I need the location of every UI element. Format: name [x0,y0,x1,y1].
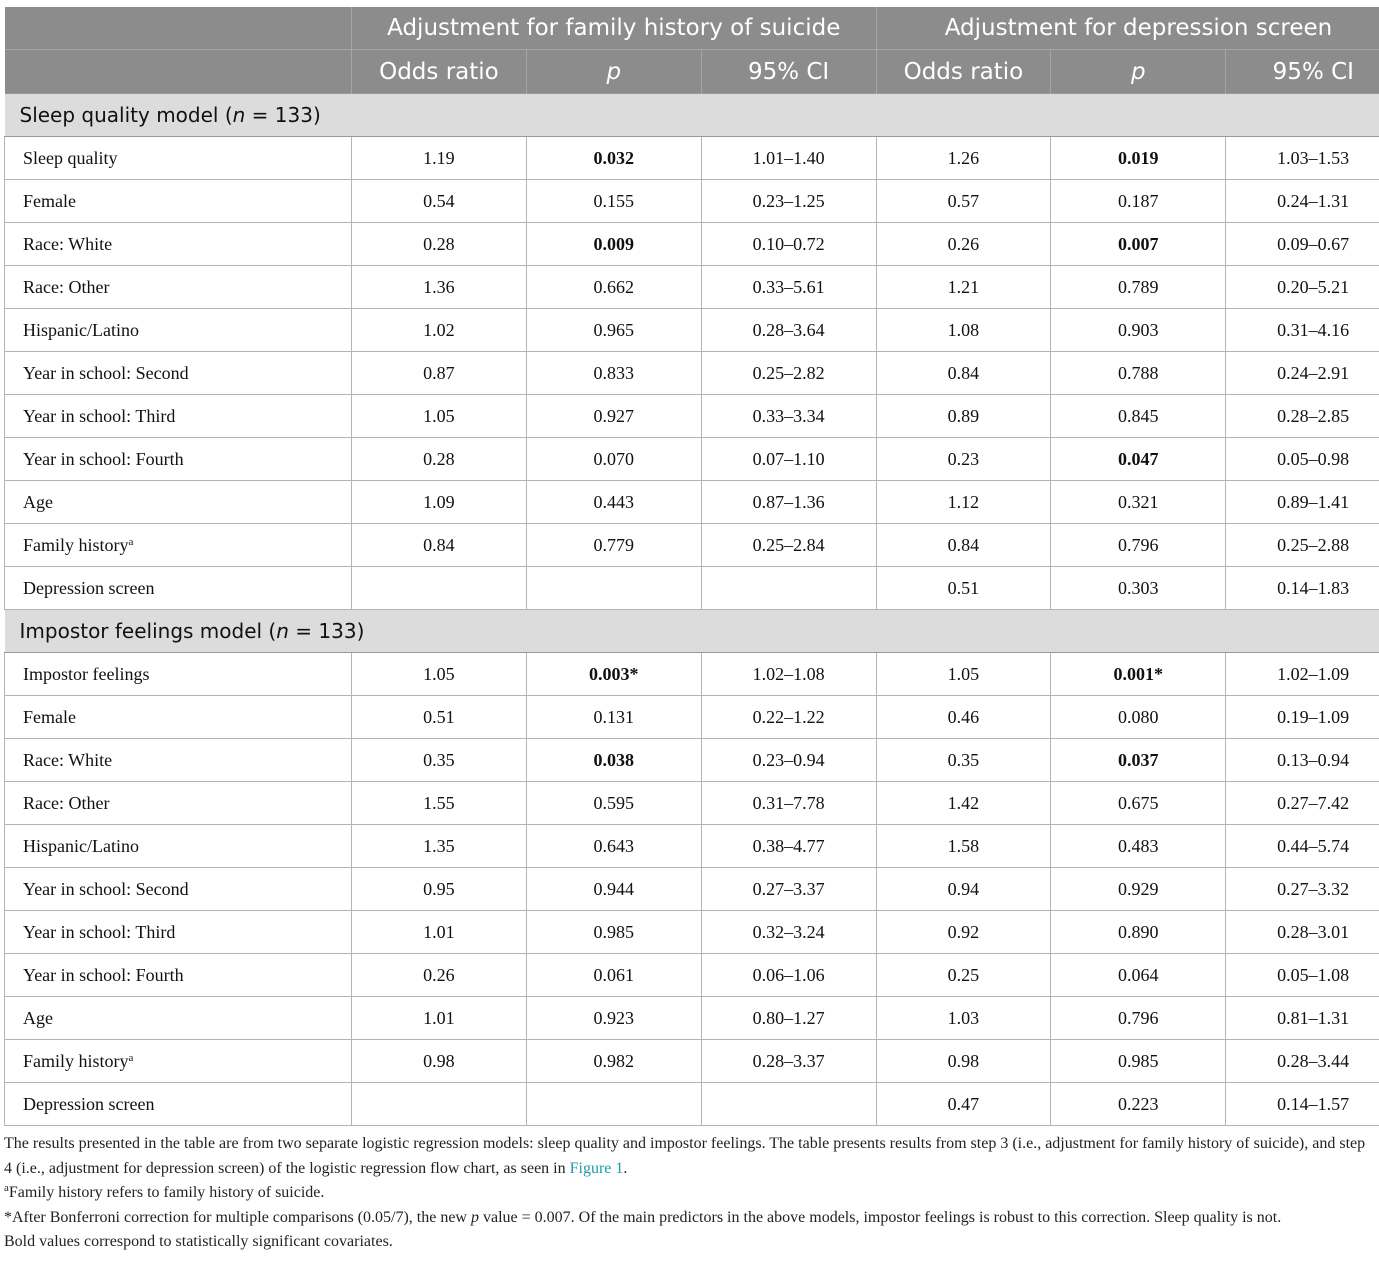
cell-p-value: 0.796 [1051,997,1226,1040]
cell-p-value: 0.675 [1051,782,1226,825]
section-title: Impostor feelings model (n = 133) [5,610,1379,653]
cell-ci: 0.31–7.78 [701,782,876,825]
cell-ci: 0.24–1.31 [1226,180,1379,223]
cell-ci: 0.19–1.09 [1226,696,1379,739]
cell-ci [701,567,876,610]
row-label: Year in school: Second [5,352,352,395]
cell-p-value: 0.064 [1051,954,1226,997]
header-col-ci: 95% CI [1226,50,1379,94]
cell-ci: 0.33–5.61 [701,266,876,309]
row-label: Race: Other [5,266,352,309]
table-row [5,1083,1379,1126]
cell-p-value: 0.789 [1051,266,1226,309]
cell-p-value: 0.662 [526,266,701,309]
cell-odds-ratio: 1.26 [876,137,1051,180]
header-col-ci: 95% CI [701,50,876,94]
footnote-main: The results presented in the table are from two separate logistic regression models: sleep quality and impostor feelings. The table presents results from step 3 (i.e., adjustment for family history of suicide), and step 4 (i.e., adjustment for depression screen) of the logistic regression flow chart, as seen in Figure 1. [4,1135,1366,1177]
cell-p-value: 0.001* [1051,653,1226,696]
cell-p-value [526,567,701,610]
footnote-star: *After Bonferroni correction for multiple comparisons (0.05/7), the new p value = 0.007. Of the main predictors in the above models, impostor feelings is robust to this correction. Sleep quality is not. [4,1208,1282,1226]
row-label: Age [5,997,352,1040]
cell-ci: 0.24–2.91 [1226,352,1379,395]
table-row [5,739,1379,782]
cell-odds-ratio: 1.36 [352,266,527,309]
cell-ci: 0.06–1.06 [701,954,876,997]
cell-ci: 0.28–3.64 [701,309,876,352]
cell-ci: 0.44–5.74 [1226,825,1379,868]
cell-p-value: 0.903 [1051,309,1226,352]
cell-odds-ratio: 1.09 [352,481,527,524]
table-row [5,868,1379,911]
cell-p-value: 0.982 [526,1040,701,1083]
cell-ci: 0.33–3.34 [701,395,876,438]
table-row [5,223,1379,266]
cell-odds-ratio: 1.03 [876,997,1051,1040]
cell-odds-ratio: 0.84 [876,524,1051,567]
cell-odds-ratio: 1.01 [352,997,527,1040]
header-blank-cell [5,7,352,50]
header-blank-cell [5,50,352,94]
table-row [5,309,1379,352]
table-row [5,567,1379,610]
cell-odds-ratio: 0.98 [352,1040,527,1083]
cell-odds-ratio: 1.01 [352,911,527,954]
cell-odds-ratio: 0.57 [876,180,1051,223]
cell-p-value [526,1083,701,1126]
cell-p-value: 0.187 [1051,180,1226,223]
table-row [5,653,1379,696]
table-row [5,352,1379,395]
cell-p-value: 0.019 [1051,137,1226,180]
row-label: Year in school: Fourth [5,954,352,997]
cell-p-value: 0.032 [526,137,701,180]
header-column-row [5,50,1379,94]
cell-p-value: 0.779 [526,524,701,567]
row-label: Race: White [5,739,352,782]
header-col-p: p [526,50,701,94]
table-body [5,94,1379,1126]
row-label: Female [5,180,352,223]
cell-odds-ratio: 0.87 [352,352,527,395]
cell-odds-ratio: 0.89 [876,395,1051,438]
cell-ci: 0.23–0.94 [701,739,876,782]
cell-ci: 0.27–3.37 [701,868,876,911]
cell-p-value: 0.223 [1051,1083,1226,1126]
cell-p-value: 0.788 [1051,352,1226,395]
cell-odds-ratio: 0.35 [352,739,527,782]
cell-ci: 0.27–7.42 [1226,782,1379,825]
row-label: Depression screen [5,567,352,610]
cell-ci: 1.02–1.08 [701,653,876,696]
footnote-a: $^a$Family history refers to family history of suicide. [4,1182,325,1201]
cell-odds-ratio: 1.21 [876,266,1051,309]
cell-ci: 0.13–0.94 [1226,739,1379,782]
cell-p-value: 0.080 [1051,696,1226,739]
cell-p-value: 0.985 [1051,1040,1226,1083]
cell-odds-ratio: 1.55 [352,782,527,825]
row-label: Sleep quality [5,137,352,180]
cell-p-value: 0.965 [526,309,701,352]
section-header-row [5,610,1379,653]
header-group-depression-screen: Adjustment for depression screen [876,7,1379,50]
table-row [5,524,1379,567]
row-label: Year in school: Fourth [5,438,352,481]
cell-odds-ratio: 0.51 [876,567,1051,610]
cell-odds-ratio: 0.98 [876,1040,1051,1083]
cell-odds-ratio: 0.92 [876,911,1051,954]
table-row [5,438,1379,481]
cell-ci: 0.05–1.08 [1226,954,1379,997]
cell-ci: 0.09–0.67 [1226,223,1379,266]
cell-odds-ratio: 0.84 [876,352,1051,395]
cell-p-value: 0.483 [1051,825,1226,868]
cell-odds-ratio: 1.05 [352,395,527,438]
figure-1-link[interactable]: Figure 1 [569,1159,624,1177]
header-group-row [5,7,1379,50]
cell-ci: 0.32–3.24 [701,911,876,954]
cell-odds-ratio: 0.23 [876,438,1051,481]
cell-ci: 0.80–1.27 [701,997,876,1040]
cell-ci: 0.25–2.88 [1226,524,1379,567]
cell-ci: 0.07–1.10 [701,438,876,481]
cell-odds-ratio: 1.58 [876,825,1051,868]
cell-ci: 0.14–1.57 [1226,1083,1379,1126]
cell-ci: 1.01–1.40 [701,137,876,180]
cell-ci: 0.05–0.98 [1226,438,1379,481]
cell-ci: 0.22–1.22 [701,696,876,739]
cell-ci: 0.38–4.77 [701,825,876,868]
row-label: Family history$^a$ [5,524,352,567]
cell-odds-ratio: 0.26 [876,223,1051,266]
cell-ci [701,1083,876,1126]
cell-ci: 0.23–1.25 [701,180,876,223]
cell-p-value: 0.009 [526,223,701,266]
header-col-odds-ratio: Odds ratio [352,50,527,94]
cell-odds-ratio: 0.26 [352,954,527,997]
table-row [5,1040,1379,1083]
header-group-family-history: Adjustment for family history of suicide [352,7,877,50]
row-label: Family history$^a$ [5,1040,352,1083]
cell-ci: 0.27–3.32 [1226,868,1379,911]
results-table-container [4,7,1370,1126]
cell-odds-ratio: 0.51 [352,696,527,739]
cell-odds-ratio: 0.95 [352,868,527,911]
row-label: Year in school: Third [5,911,352,954]
cell-odds-ratio: 0.47 [876,1083,1051,1126]
row-label: Depression screen [5,1083,352,1126]
cell-p-value: 0.443 [526,481,701,524]
cell-ci: 0.25–2.84 [701,524,876,567]
cell-odds-ratio: 0.54 [352,180,527,223]
cell-ci: 0.25–2.82 [701,352,876,395]
cell-odds-ratio: 1.05 [352,653,527,696]
cell-p-value: 0.321 [1051,481,1226,524]
cell-p-value: 0.007 [1051,223,1226,266]
cell-p-value: 0.038 [526,739,701,782]
row-label: Year in school: Second [5,868,352,911]
cell-ci: 0.10–0.72 [701,223,876,266]
table-row [5,180,1379,223]
regression-results-table [4,7,1379,1126]
cell-odds-ratio: 1.35 [352,825,527,868]
table-row [5,911,1379,954]
cell-ci: 0.28–3.37 [701,1040,876,1083]
cell-odds-ratio: 0.94 [876,868,1051,911]
cell-p-value: 0.131 [526,696,701,739]
cell-ci: 0.20–5.21 [1226,266,1379,309]
cell-ci: 0.87–1.36 [701,481,876,524]
cell-p-value: 0.833 [526,352,701,395]
cell-p-value: 0.796 [1051,524,1226,567]
cell-odds-ratio: 1.05 [876,653,1051,696]
row-label: Year in school: Third [5,395,352,438]
row-label: Impostor feelings [5,653,352,696]
cell-odds-ratio: 0.28 [352,438,527,481]
cell-p-value: 0.944 [526,868,701,911]
cell-ci: 0.28–2.85 [1226,395,1379,438]
cell-p-value: 0.303 [1051,567,1226,610]
table-row [5,782,1379,825]
cell-odds-ratio: 0.46 [876,696,1051,739]
cell-ci: 0.31–4.16 [1226,309,1379,352]
row-label: Age [5,481,352,524]
cell-odds-ratio: 0.28 [352,223,527,266]
cell-odds-ratio: 1.19 [352,137,527,180]
cell-odds-ratio: 0.84 [352,524,527,567]
table-row [5,696,1379,739]
cell-ci: 0.89–1.41 [1226,481,1379,524]
cell-p-value: 0.595 [526,782,701,825]
cell-odds-ratio: 0.25 [876,954,1051,997]
table-row [5,395,1379,438]
row-label: Hispanic/Latino [5,825,352,868]
cell-p-value: 0.643 [526,825,701,868]
cell-p-value: 0.047 [1051,438,1226,481]
table-row [5,481,1379,524]
row-label: Race: Other [5,782,352,825]
cell-odds-ratio [352,1083,527,1126]
row-label: Race: White [5,223,352,266]
table-footnotes [4,1132,1370,1255]
section-title: Sleep quality model (n = 133) [5,94,1379,137]
table-row [5,997,1379,1040]
cell-ci: 0.28–3.01 [1226,911,1379,954]
cell-ci: 0.81–1.31 [1226,997,1379,1040]
cell-p-value: 0.070 [526,438,701,481]
table-row [5,137,1379,180]
cell-p-value: 0.845 [1051,395,1226,438]
footnote-bold: Bold values correspond to statistically significant covariates. [4,1233,393,1250]
cell-ci: 1.03–1.53 [1226,137,1379,180]
cell-odds-ratio: 1.02 [352,309,527,352]
cell-p-value: 0.037 [1051,739,1226,782]
cell-p-value: 0.927 [526,395,701,438]
table-row [5,954,1379,997]
cell-odds-ratio: 1.42 [876,782,1051,825]
cell-p-value: 0.890 [1051,911,1226,954]
cell-p-value: 0.061 [526,954,701,997]
section-header-row [5,94,1379,137]
cell-ci: 0.14–1.83 [1226,567,1379,610]
cell-odds-ratio: 1.12 [876,481,1051,524]
cell-p-value: 0.929 [1051,868,1226,911]
header-col-odds-ratio: Odds ratio [876,50,1051,94]
cell-ci: 1.02–1.09 [1226,653,1379,696]
cell-p-value: 0.923 [526,997,701,1040]
cell-ci: 0.28–3.44 [1226,1040,1379,1083]
cell-odds-ratio: 1.08 [876,309,1051,352]
cell-p-value: 0.003* [526,653,701,696]
cell-p-value: 0.155 [526,180,701,223]
cell-odds-ratio [352,567,527,610]
cell-odds-ratio: 0.35 [876,739,1051,782]
table-row [5,266,1379,309]
header-col-p: p [1051,50,1226,94]
cell-p-value: 0.985 [526,911,701,954]
table-row [5,825,1379,868]
row-label: Female [5,696,352,739]
row-label: Hispanic/Latino [5,309,352,352]
